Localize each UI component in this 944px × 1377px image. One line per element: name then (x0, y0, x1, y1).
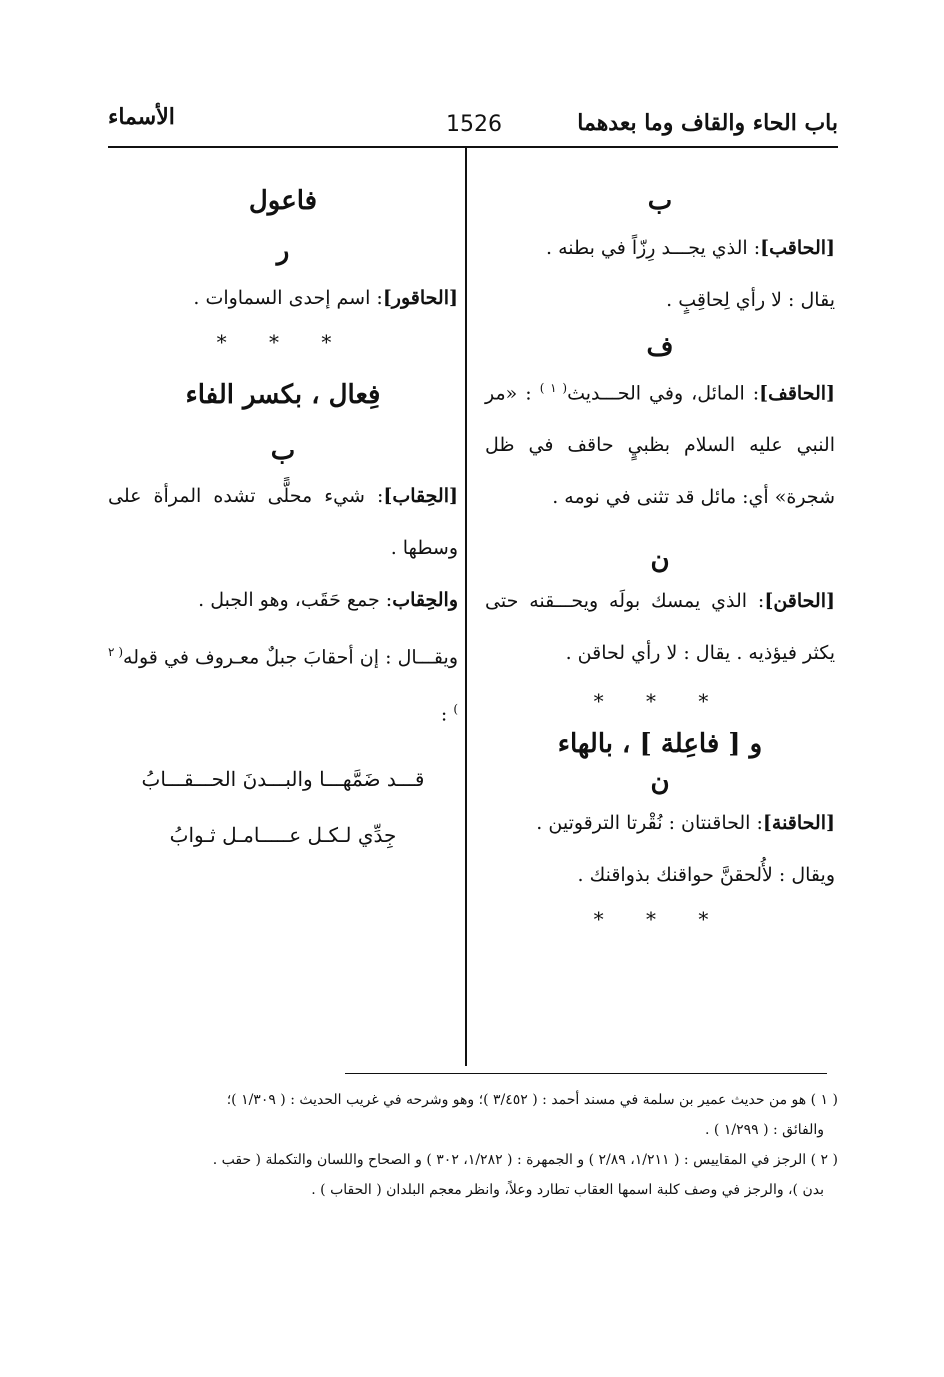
entry-saying: يقال : لا رأي لِحاقِبٍ . (666, 289, 835, 311)
letter-heading: ب (647, 186, 673, 216)
letter-heading: ر (276, 236, 290, 266)
verse-line: قـــد ضَمَّهـــا والبـــدنَ الحـــقـــابُ (141, 766, 425, 791)
running-head-right: باب الحاء والقاف وما بعدهما (577, 110, 838, 136)
section-separator: * * * (216, 330, 350, 354)
letter-heading: ن (650, 767, 670, 798)
footnote-1-line: والفائق : ( ١/٢٩٩ ) . (705, 1122, 824, 1138)
letter-heading: ف (646, 332, 674, 362)
entry-haqib (485, 222, 835, 274)
entry-term: والحِقاب (392, 589, 458, 611)
entry-term: [الحِقاب] (383, 485, 458, 507)
entry-haqif (485, 362, 835, 523)
entry-term: [الحاقور] (382, 287, 458, 309)
entry-text: : «مر النبي عليه السلام بظبيٍ حاقف في ظل شجرة» أي: مائل قد تثنى في نومه . (485, 382, 835, 509)
header-rule (108, 146, 838, 148)
entry-text: : اسم إحدى السماوات . (193, 287, 383, 309)
verse-line: جِدِّي لـكـل عـــــامـل ثـوابُ (169, 822, 397, 847)
entry-hiqab (108, 470, 458, 574)
column-divider (465, 148, 467, 1066)
entry-text: : شيء محلًّى تشده المرأة على وسطها . (108, 485, 458, 559)
entry-ahqab (108, 626, 458, 741)
left-column (108, 186, 458, 863)
footnote-ref: ( ٢ ) (108, 645, 458, 717)
footnote-2-line: بدن )، والرجز في وصف كلبة اسمها العقاب تطارد وعلاً، وانظر معجم البلدان ( الحقاب ) . (311, 1182, 824, 1198)
entry-term: [الحاقن] (764, 590, 835, 613)
entry-text: : المائل، وفي الحـــديث (567, 382, 760, 405)
right-column (485, 186, 835, 931)
letter-heading: ب (270, 436, 296, 466)
entry-text: : الذي يمسك بولَه ويحـــقنه حتى يكثر فيؤذيه . يقال : لا رأي لحاقن . (485, 590, 835, 665)
entry-haqina (485, 797, 835, 849)
entry-haqin (485, 575, 835, 679)
footnote-2-line: ( ٢ ) الرجز في المقاييس : ( ١/٢١١، ٢/٨٩ ) و الجمهرة : ( ١/٢٨٢، ٣٠٢ ) و الصحاح واللسان والتكملة ( حقب . (212, 1152, 838, 1168)
footnote-ref: ( ١ ) (539, 381, 568, 395)
section-heading: و [ فاعِلة ] ، بالهاء (557, 729, 763, 760)
page-number: 1526 (446, 112, 502, 137)
entry-text: : الذي يجـــد رِزّاً في بطنه . (545, 237, 761, 259)
entry-term: [الحاقب] (760, 237, 835, 259)
entry-saying: ويقال : لأُلحقنَّ حواقنك بذواقنك . (577, 864, 835, 887)
section-heading: فِعال ، بكسر الفاء (185, 380, 381, 410)
entry-text: ويقـــال : إن أحقابَ جبلٌ معـروف في قوله (123, 646, 458, 669)
footnote-rule (345, 1073, 827, 1074)
footnote-1-line: ( ١ ) هو من حديث عمير بن سلمة في مسند أحمد : ( ٣/٤٥٢ )؛ وهو وشرحه في غريب الحديث : ( ١/٣٠٩ )؛ (226, 1092, 838, 1108)
entry-haqur (108, 272, 458, 324)
entry-hiqab-plural (108, 574, 458, 626)
entry-text: : جمع حَقَب، وهو الجبل . (198, 589, 393, 611)
entry-term: [الحاقف] (759, 382, 836, 405)
letter-heading: ن (650, 545, 670, 576)
section-separator: * * * (593, 689, 727, 714)
section-heading: فاعول (248, 186, 318, 216)
entry-text: : (440, 703, 454, 726)
entry-text: : الحاقنتان : نُقْرتا الترقوتين . (536, 812, 763, 835)
entry-term: [الحاقنة] (762, 812, 835, 835)
section-separator: * * * (593, 907, 727, 932)
running-head-left: الأسماء (108, 104, 175, 130)
footnotes (108, 1085, 838, 1205)
